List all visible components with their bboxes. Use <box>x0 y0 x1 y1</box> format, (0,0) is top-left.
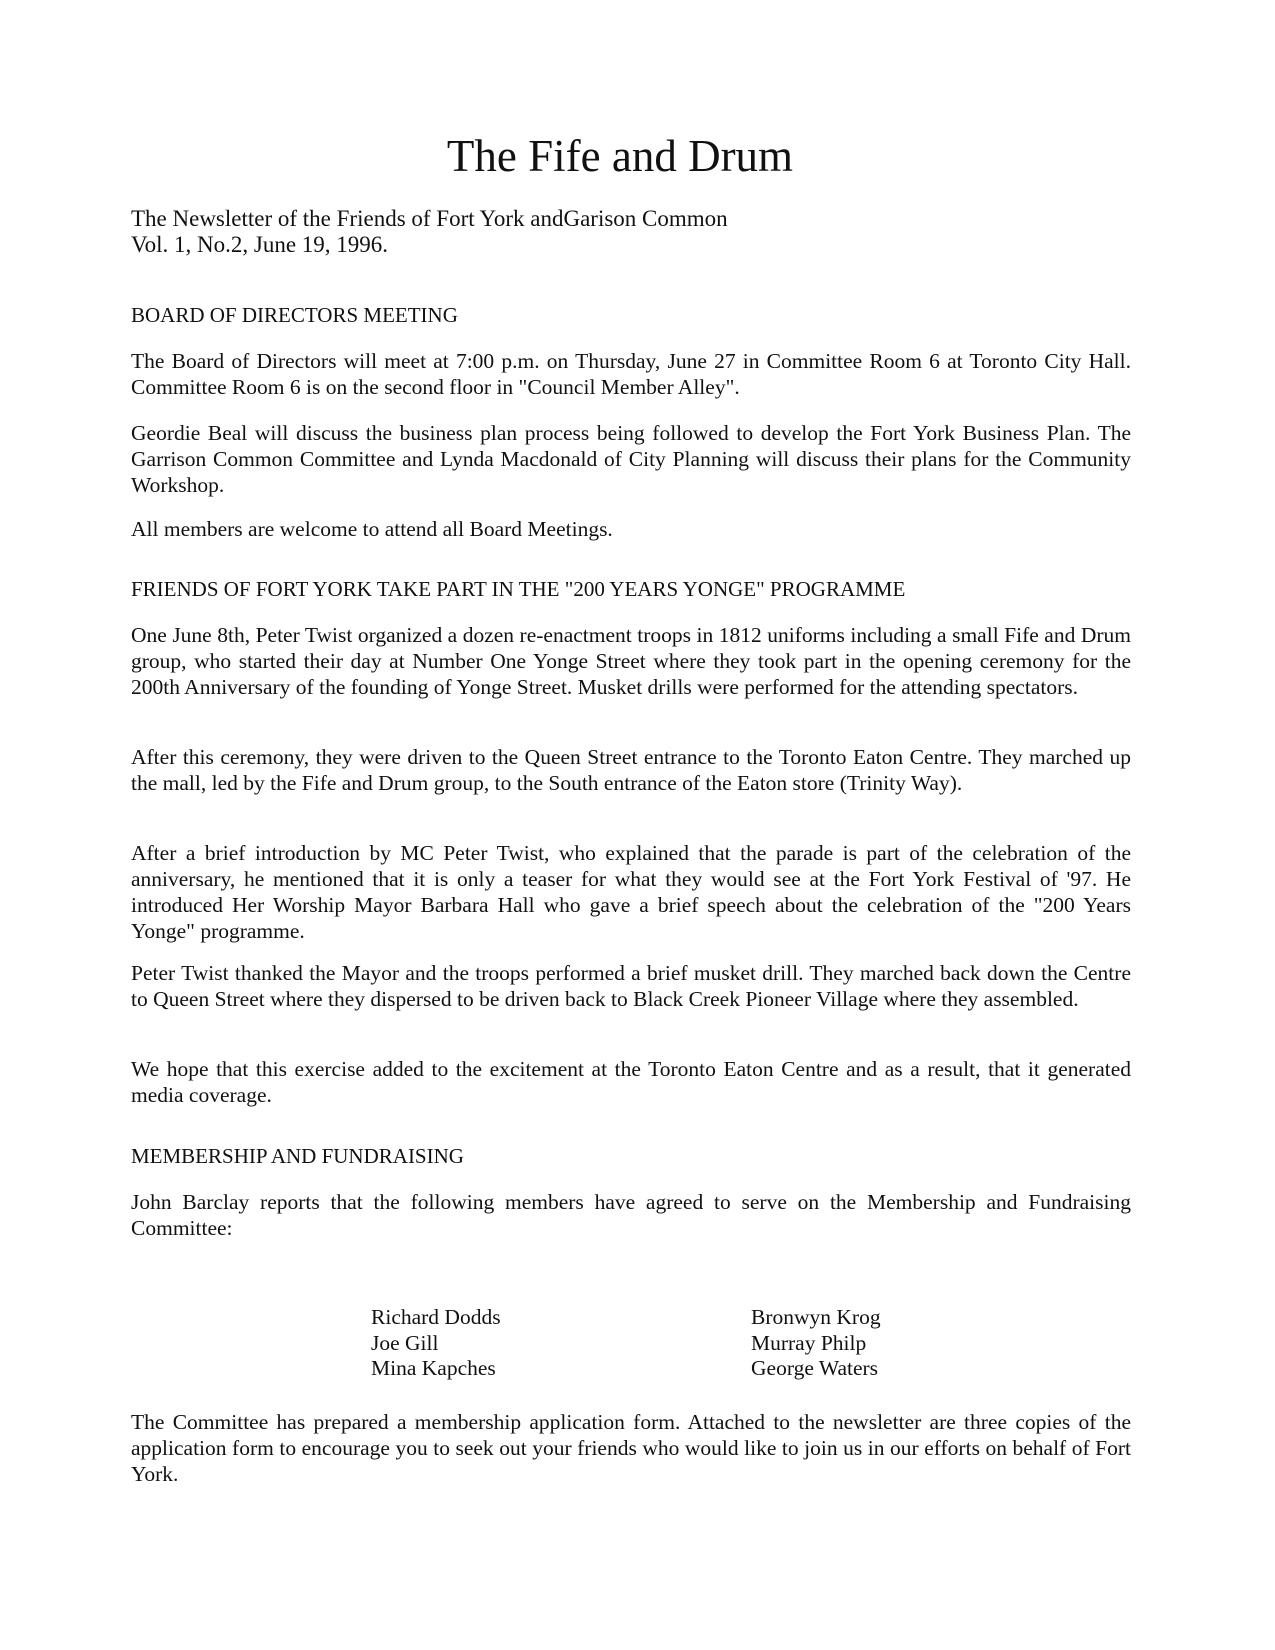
board-paragraph-1: The Board of Directors will meet at 7:00 p.m. on Thursday, June 27 in Committee Room 6 at Toronto City Hall. Committee Room 6 is on the second floor in "Council Member Alley". <box>131 349 1131 399</box>
membership-paragraph-2: The Committee has prepared a membership application form. Attached to the newsletter are three copies of the application form to encourage you to seek out your friends who would like to join us in our efforts on behalf of Fort York. <box>131 1410 1131 1486</box>
committee-member: Bronwyn Krog <box>751 1305 881 1329</box>
yonge-paragraph-1: One June 8th, Peter Twist organized a dozen re-enactment troops in 1812 uniforms including a small Fife and Drum group, who started their day at Number One Yonge Street where they took part in the opening ceremony for the 200th Anniversary of the founding of Yonge Street. Musket drills were performed for the attending spectators. <box>131 623 1131 699</box>
yonge-paragraph-2: After this ceremony, they were driven to the Queen Street entrance to the Toronto Eaton Centre. They marched up the mall, led by the Fife and Drum group, to the South entrance of the Eaton store (Trinity Way). <box>131 745 1131 795</box>
section-heading-yonge: FRIENDS OF FORT YORK TAKE PART IN THE "200 YEARS YONGE" PROGRAMME <box>131 577 906 601</box>
membership-paragraph-1: John Barclay reports that the following members have agreed to serve on the Membership and Fundraising Committee: <box>131 1190 1131 1240</box>
committee-member: Joe Gill <box>371 1330 439 1355</box>
yonge-paragraph-5: We hope that this exercise added to the excitement at the Toronto Eaton Centre and as a result, that it generated media coverage. <box>131 1057 1131 1107</box>
committee-names-left <box>371 1305 501 1382</box>
newsletter-title: The Fife and Drum <box>446 131 794 181</box>
board-paragraph-2: Geordie Beal will discuss the business plan process being followed to develop the Fort York Business Plan. The Garrison Common Committee and Lynda Macdonald of City Planning will discuss their plans for the Community Workshop. <box>131 421 1131 497</box>
board-paragraph-3: All members are welcome to attend all Board Meetings. <box>131 517 613 541</box>
yonge-paragraph-3: After a brief introduction by MC Peter Twist, who explained that the parade is part of the celebration of the anniversary, he mentioned that it is only a teaser for what they would see at the Fort York Festival of '97. He introduced Her Worship Mayor Barbara Hall who gave a brief speech about the celebration of the "200 Years Yonge" programme. <box>131 841 1131 943</box>
section-heading-board: BOARD OF DIRECTORS MEETING <box>131 303 458 327</box>
committee-member: Mina Kapches <box>371 1356 496 1380</box>
committee-names-right <box>751 1305 881 1382</box>
yonge-paragraph-4: Peter Twist thanked the Mayor and the troops performed a brief musket drill. They marched back down the Centre to Queen Street where they dispersed to be driven back to Black Creek Pioneer Village where they assembled. <box>131 961 1131 1011</box>
committee-member: Murray Philp <box>751 1330 867 1355</box>
committee-member: Richard Dodds <box>371 1305 501 1329</box>
newsletter-issue: Vol. 1, No.2, June 19, 1996. <box>131 232 389 257</box>
section-heading-membership: MEMBERSHIP AND FUNDRAISING <box>131 1144 464 1168</box>
newsletter-subtitle: The Newsletter of the Friends of Fort York andGarison Common <box>131 206 728 231</box>
committee-member: George Waters <box>751 1356 879 1380</box>
